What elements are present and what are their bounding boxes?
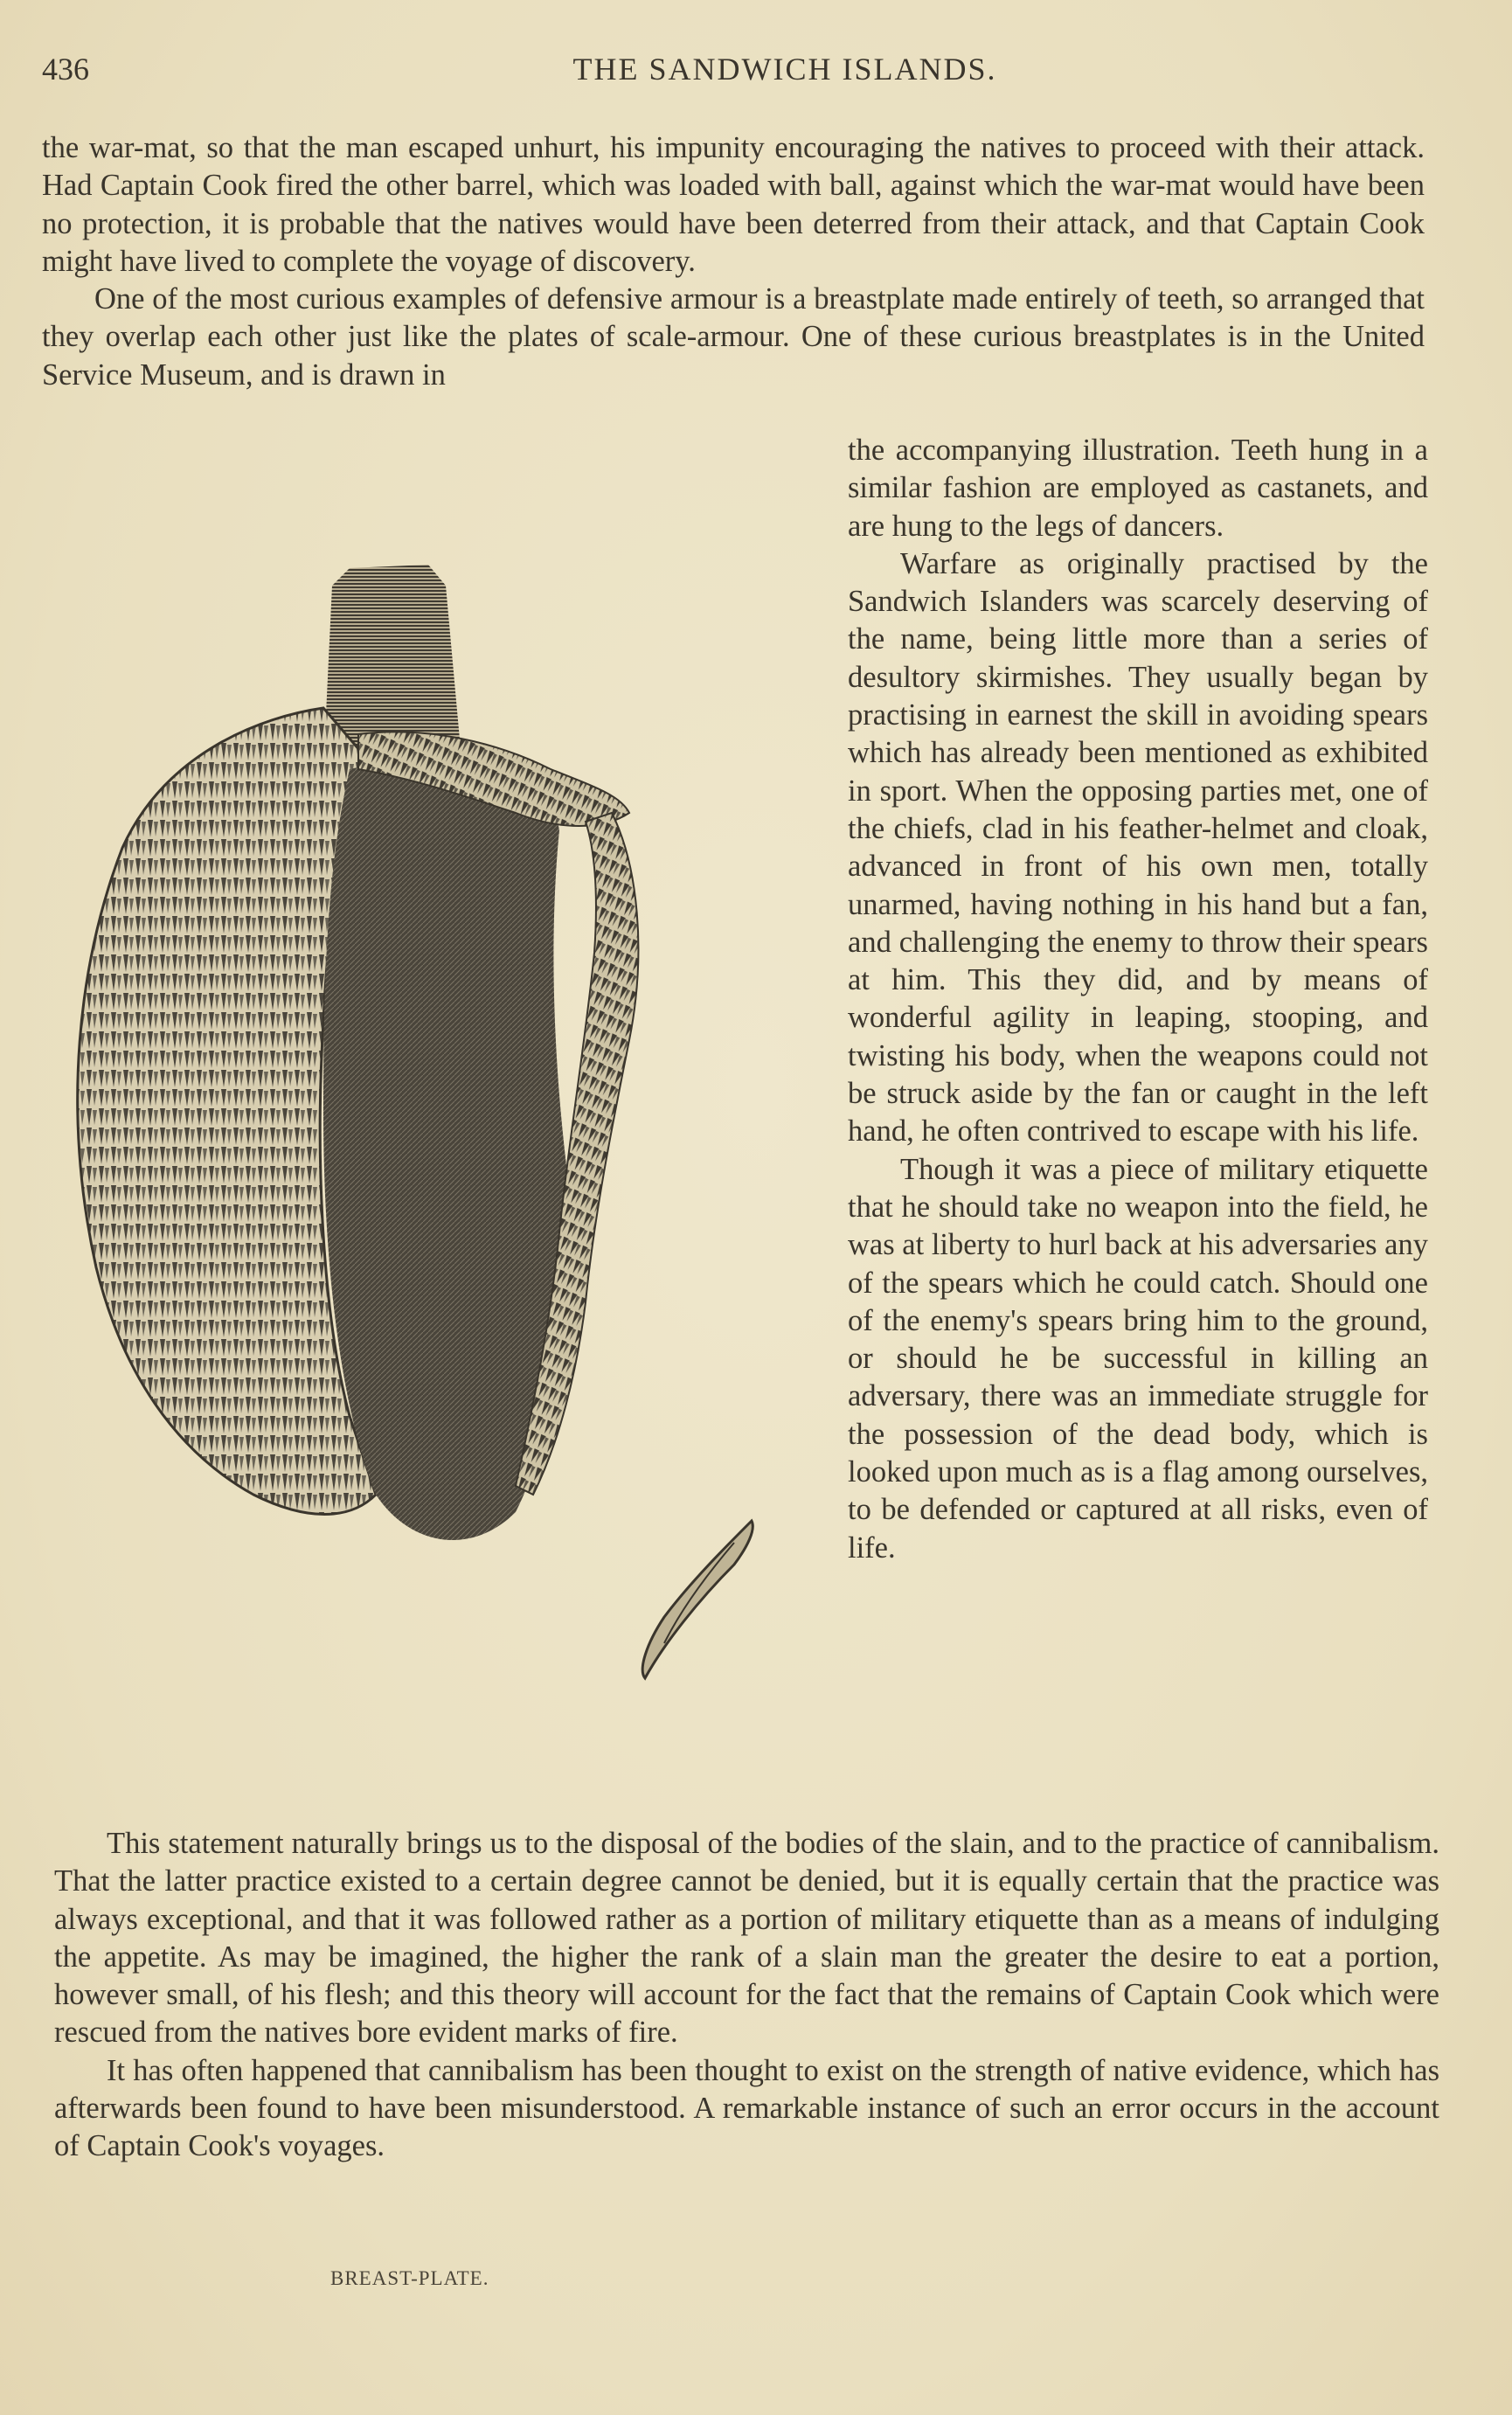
paragraph: the war-mat, so that the man escaped unhurt, his impunity encouraging the natives to proceed with their attack. Had Captain Cook fired the other barrel, which was loaded with ball, against which the war-mat would have been no protection, it is probable that the natives would have been deterred from their attack, and that Captain Cook might have lived to complete the voyage of discovery. — [42, 131, 1425, 278]
page-number: 436 — [42, 52, 89, 87]
paragraph: Warfare as originally practised by the Sandwich Islanders was scarcely deserving of the name, being little more than a series of desultory skirmishes. They usually began by practising in earnest the skill in avoiding spears which has already been mentioned as exhibited in sport. When the opposing parties met, one of the chiefs, clad in his feather-helmet and cloak, advanced in front of his own men, totally unarmed, having nothing in his hand but a fan, and challenging the enemy to throw their spears at him. This they did, and by means of wonderful agility in leaping, stooping, and twisting his body, when the weapons could not be struck aside by the fan or caught in the left hand, he often contrived to escape with his life. — [848, 546, 1428, 1149]
running-title: THE SANDWICH ISLANDS. — [572, 52, 997, 87]
breastplate-engraving-icon — [61, 551, 778, 1696]
paragraph: Though it was a piece of military etiquette that he should take no weapon into the field, he was at liberty to hurl back at his adversaries any of the spears which he could catch. Should one of the enemy's spears bring him to the ground, or should he be successful in killing an adversary, there was an immediate struggle for the possession of the dead body, which is looked upon much as is a flag among ourselves, to be defended or captured at all risks, even of life. — [848, 1152, 1428, 1565]
paragraph: It has often happened that cannibalism has been thought to exist on the strength of native evidence, which has afterwards been found to have been misunderstood. A remarkable instance of such an error occurs in the account of Captain Cook's voyages. — [54, 2053, 1439, 2163]
text-block-right-column — [848, 432, 1428, 1567]
paragraph: One of the most curious examples of defensive armour is a breastplate made entirely of teeth, so arranged that they overlap each other just like the plates of scale-armour. One of these curious breastplates is in the United Service Museum, and is drawn in — [42, 282, 1425, 392]
text-block-top — [42, 129, 1425, 394]
paragraph: the accompanying illustration. Teeth hung in a similar fashion are employed as castanets, and are hung to the legs of dancers. — [848, 434, 1428, 543]
text-block-bottom — [54, 1825, 1439, 2166]
figure-caption: BREAST-PLATE. — [330, 2267, 489, 2289]
paragraph: This statement naturally brings us to the disposal of the bodies of the slain, and to the practice of cannibalism. That the latter practice existed to a certain degree cannot be denied, but it is equally certain that the practice was always exceptional, and that it was followed rather as a portion of military etiquette than as a means of indulging the appetite. As may be imagined, the higher the rank of a slain man the greater the desire to eat a portion, however small, of his flesh; and this theory will account for the fact that the remains of Captain Cook which were rescued from the natives bore evident marks of fire. — [54, 1827, 1439, 2050]
page-header — [42, 51, 1440, 91]
